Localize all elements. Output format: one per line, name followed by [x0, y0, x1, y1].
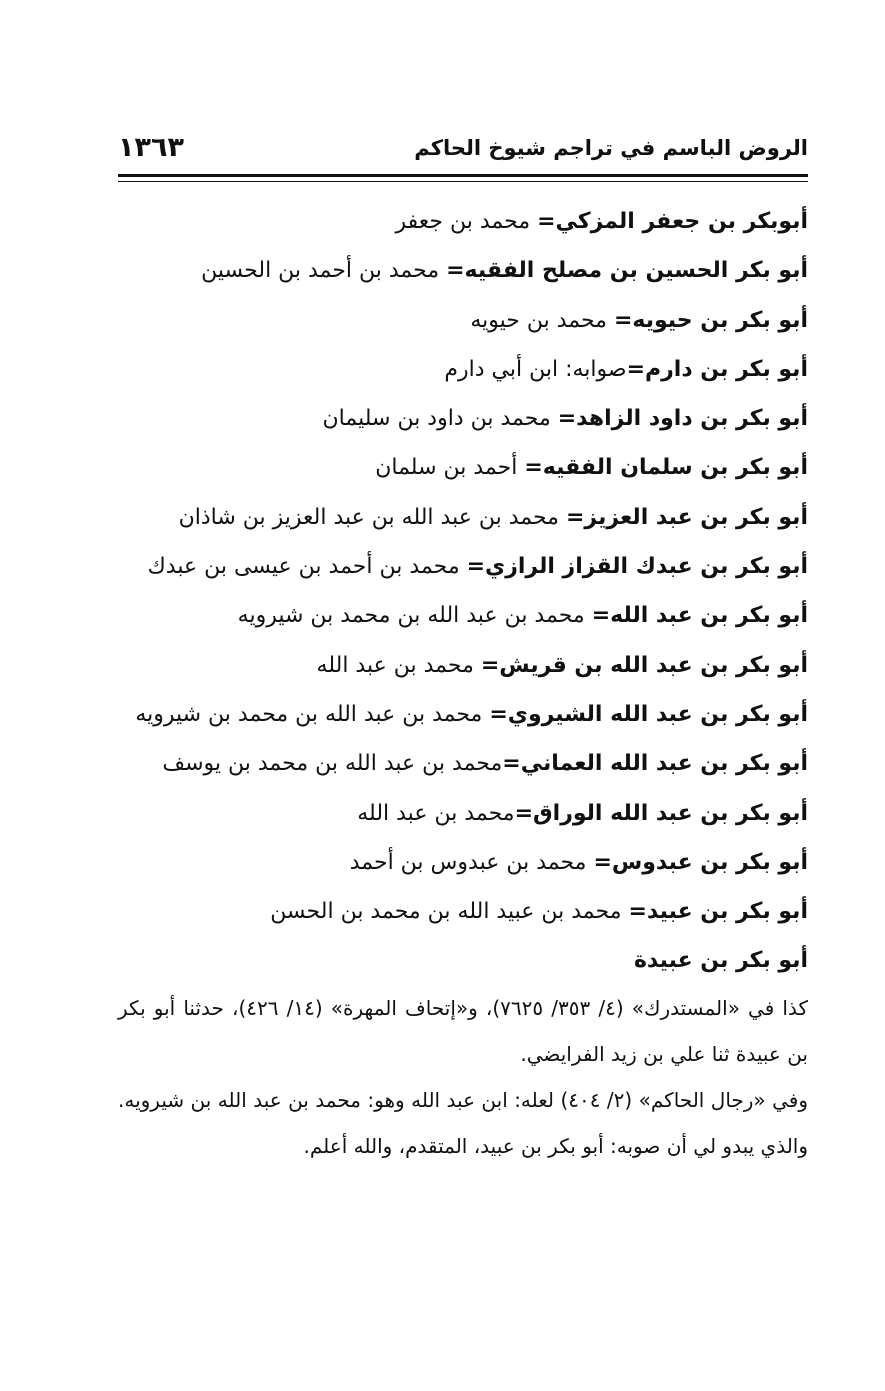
entry-line: [118, 690, 808, 739]
running-title: الروض الباسم في تراجم شيوخ الحاكم: [414, 136, 808, 160]
entry-name: محمد بن جعفر: [395, 209, 538, 234]
entry-kunya: أبو بكر بن عبد الله=: [591, 603, 808, 629]
entry-line: [118, 887, 808, 936]
entry-kunya: أبو بكر بن سلمان الفقيه=: [524, 455, 808, 481]
entry-line: [118, 345, 808, 394]
page-header: [118, 128, 808, 168]
entry-kunya: أبو بكر بن دارم=: [626, 356, 808, 382]
entry-line: [118, 197, 808, 246]
entry-line: [118, 641, 808, 690]
entry-line: [118, 394, 808, 443]
entry-name: محمد بن عبد الله: [357, 800, 515, 826]
notes: [118, 985, 808, 1169]
entry-name: محمد بن أحمد بن الحسين: [201, 258, 447, 284]
entry-name: محمد بن عبد الله بن محمد بن يوسف: [162, 751, 503, 777]
entry-kunya: أبو بكر بن عبد الله العماني=: [502, 751, 808, 777]
entry-name: محمد بن عبدوس بن أحمد: [349, 849, 594, 875]
page-number: ١٣٦٣: [118, 132, 184, 163]
entry-kunya: أبو بكر بن حيويه=: [613, 307, 808, 333]
entry-name: محمد بن عبد الله بن محمد بن شيرويه: [135, 701, 490, 727]
entry-name: محمد بن عبيد الله بن محمد بن الحسن: [270, 899, 629, 925]
entry-line: [118, 542, 808, 591]
entries-list: [118, 197, 808, 986]
entry-kunya: أبو بكر بن عبد الله الشيروي=: [489, 701, 808, 727]
entry-name: صوابه: ابن أبي دارم: [444, 356, 627, 382]
entry-kunya: أبوبكر بن جعفر المزكي=: [537, 209, 808, 234]
entry-kunya: أبو بكر بن عبدك القزاز الرازي=: [466, 554, 808, 580]
entry-name: محمد بن داود بن سليمان: [322, 406, 558, 432]
entry-line: [118, 591, 808, 640]
entry-line: [118, 246, 808, 295]
note-paragraph: كذا في «المستدرك» (٤/ ٣٥٣/ ٧٦٢٥)، و«إتحاف المهرة» (١٤/ ٤٢٦)، حدثنا أبو بكر بن عبيدة ثنا علي بن زيد الفرايضي.: [118, 996, 808, 1066]
entry-kunya: أبو بكر بن عبد الله بن قريش=: [480, 652, 808, 678]
entry-line: [118, 739, 808, 788]
entry-kunya: أبو بكر الحسين بن مصلح الفقيه=: [446, 258, 808, 284]
entry-kunya: أبو بكر بن عبدوس=: [593, 849, 808, 875]
entry-kunya: أبو بكر بن عبيدة: [633, 948, 808, 974]
entry-line: [118, 296, 808, 345]
entry-line: [118, 789, 808, 838]
header-rule-thick: [118, 174, 808, 177]
note-paragraph: وفي «رجال الحاكم» (٢/ ٤٠٤) لعله: ابن عبد الله وهو: محمد بن عبد الله بن شيرويه. والذي يبدو لي أن صوبه: أبو بكر بن عبيد، المتقدم، والله أعلم.: [118, 1088, 808, 1158]
entry-name: محمد بن عبد الله بن عبد العزيز بن شاذان: [178, 504, 566, 530]
entry-line: [118, 936, 808, 985]
entry-kunya: أبو بكر بن عبيد=: [628, 899, 808, 925]
entry-line: [118, 493, 808, 542]
entry-name: محمد بن أحمد بن عيسى بن عبدك: [147, 554, 467, 580]
entry-name: محمد بن حيويه: [470, 307, 614, 333]
entry-kunya: أبو بكر بن عبد العزيز=: [565, 504, 808, 530]
entry-kunya: أبو بكر بن داود الزاهد=: [557, 406, 808, 432]
entry-line: [118, 838, 808, 887]
entry-name: محمد بن عبد الله بن محمد بن شيرويه: [237, 603, 592, 629]
entry-name: أحمد بن سلمان: [375, 455, 525, 481]
entry-kunya: أبو بكر بن عبد الله الوراق=: [514, 800, 808, 826]
entry-name: محمد بن عبد الله: [316, 652, 481, 678]
entry-line: [118, 443, 808, 492]
header-rule-thin: [118, 181, 808, 182]
